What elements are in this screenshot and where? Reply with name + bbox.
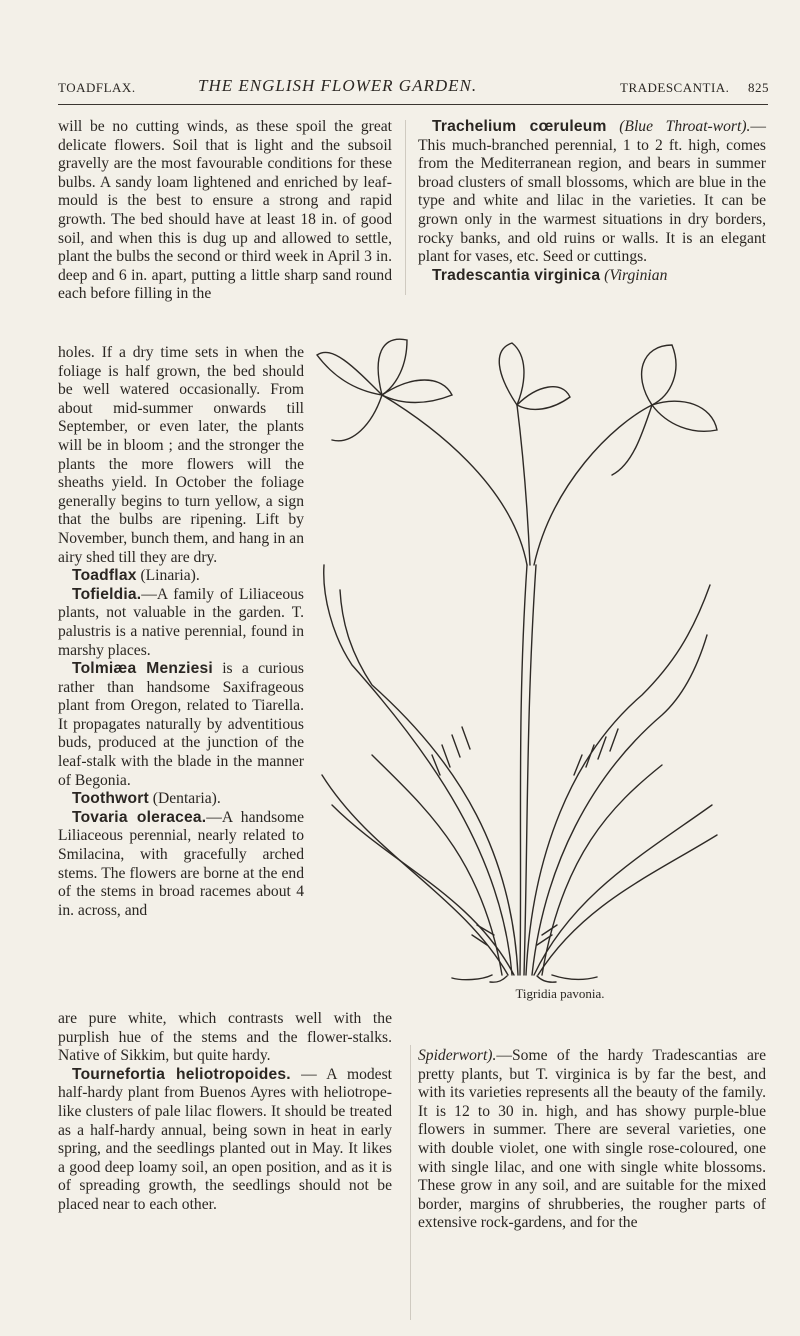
entry-toadflax xyxy=(58,567,304,586)
entry-head-tolmiaea: Tolmiæa Menziesi xyxy=(72,660,213,678)
running-head-right: TRADESCANTIA. xyxy=(620,80,730,95)
entry-tradescantia-start xyxy=(418,267,766,286)
entry-text-toothwort: (Dentaria). xyxy=(152,790,221,808)
entry-text-tournefortia: — A modest half-hardy plant from Buenos Ayres with heliotrope-like clusters of pale lilac flowers. It should be treated as a half-hardy annual, being sown in heat in early spring, and the seedlings planted out in May. It likes a good deep loamy soil, an open position, and as it is of spreading growth, the seedlings should not be placed near to each other. xyxy=(58,1065,392,1213)
entry-text-toadflax: (Linaria). xyxy=(140,567,200,585)
entry-toothwort xyxy=(58,790,304,809)
running-head-left: TOADFLAX. xyxy=(58,80,136,95)
entry-text-tradescantia: —Some of the hardy Tradescantias are pretty plants, but T. virginica is by far the best, and with its varieties represents all the beauty of the family. It is 12 to 30 in. high, and has showy purple-blue flowers in summer. There are several varieties, one with double violet, one with single rose-coloured, one with single lilac, and one with single white blossoms. These grow in any soil, and are suitable for the mixed border, margins of shrubberies, the rougher parts of extensive rock-gardens, and for the xyxy=(418,1047,766,1232)
entry-head-tradescantia: Tradescantia virginica xyxy=(432,266,601,284)
entry-common-tradescantia-a: (Virginian xyxy=(604,266,668,284)
right-column-bottom xyxy=(418,1047,766,1233)
entry-common-trachelium: (Blue Throat-wort). xyxy=(619,118,751,135)
paragraph-bulb-culture-end: holes. If a dry time sets in when the foliage is half grown, the bed should be well watered occasionally. From about mid-summer onwards till September, or even later, the plants will be in bloom ; and the stronger the plants the more flowers will the sheaths yield. In October the foliage generally begins to turn yellow, a sign that the bulbs are ripening. Lift by November, bunch them, and hang in an airy shed till they are dry. xyxy=(58,344,304,566)
entry-head-trachelium: Trachelium cœruleum xyxy=(432,118,607,135)
tigridia-illustration xyxy=(312,335,722,983)
entry-trachelium xyxy=(418,118,766,267)
entry-text-tofieldia: —A family of Liliaceous plants, not valuable in the garden. T. palustris is a native perennial, found in marshy places. xyxy=(58,585,304,659)
column-divider-bottom xyxy=(410,1045,411,1320)
entry-head-toothwort: Toothwort xyxy=(72,790,149,808)
entry-text-tolmiaea: is a curious rather than handsome Saxifrageous plant from Oregon, related to Tiarella. It propagates naturally by adventitious buds, produced at the junction of the leaf-stalk with the blade in the manner of Begonia. xyxy=(58,660,304,789)
entry-tovaria xyxy=(58,809,304,921)
paragraph-bulb-culture: will be no cutting winds, as these spoil the great delicate flowers. Soil that is light and the subsoil gravelly are the most favourable conditions for these bulbs. A sandy loam lightened and enriched by leaf-mould is the best to ensure a strong and rapid growth. The bed should have at least 18 in. of good soil, and when this is dug up and allowed to settle, plant the bulbs the second or third week in April 3 in. deep and 6 in. apart, putting a little sharp sand round each before filling in the xyxy=(58,118,392,303)
right-column-top xyxy=(418,118,766,285)
entry-common-tradescantia-b: Spiderwort). xyxy=(418,1047,497,1064)
running-head-title: THE ENGLISH FLOWER GARDEN. xyxy=(198,76,478,95)
running-head xyxy=(58,76,769,100)
header-rule xyxy=(58,104,768,105)
entry-head-toadflax: Toadflax xyxy=(72,567,137,585)
left-column-bottom xyxy=(58,1010,392,1215)
left-column-narrow xyxy=(58,344,304,920)
entry-head-tovaria: Tovaria oleracea. xyxy=(72,808,207,826)
page-number: 825 xyxy=(748,80,769,95)
column-divider-top xyxy=(405,120,406,295)
entry-tofieldia xyxy=(58,586,304,660)
entry-text-tovaria-a: —A handsome Liliaceous perennial, nearly related to Smilacina, with gracefully arched stems. The flowers are borne at the end of the stems in broad racemes about 4 in. across, and xyxy=(58,808,305,919)
figure-caption: Tigridia pavonia. xyxy=(515,986,605,1001)
left-column-top xyxy=(58,118,392,304)
entry-text-trachelium: —This much-branched perennial, 1 to 2 ft. high, comes from the Mediterranean region, and bears in summer broad clusters of small blossoms, which are blue in the type and white and lilac in the varieties. It can be grown only in the warmest situations in dry borders, rocky banks, and old ruins or walls. It is an elegant plant for vases, etc. Seed or cuttings. xyxy=(418,118,767,266)
entry-tournefortia xyxy=(58,1066,392,1215)
entry-head-tournefortia: Tournefortia heliotropoides. xyxy=(72,1065,291,1083)
entry-tolmiaea xyxy=(58,660,304,790)
entry-head-tofieldia: Tofieldia. xyxy=(72,585,142,603)
entry-tradescantia xyxy=(418,1047,766,1233)
entry-text-tovaria-b: are pure white, which contrasts well with the purplish hue of the stems and the flower-stalks. Native of Sikkim, but quite hardy. xyxy=(58,1010,392,1065)
